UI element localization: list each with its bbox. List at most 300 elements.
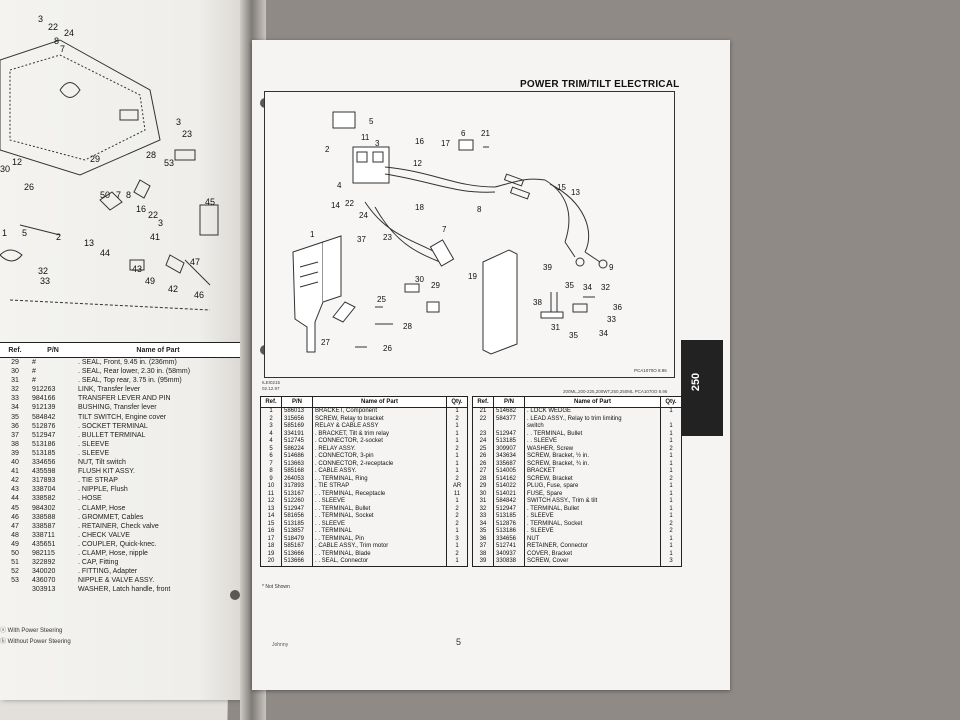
table-cell: 4: [261, 431, 282, 439]
table-row: [261, 513, 468, 521]
table-cell: 513857: [282, 528, 313, 536]
svg-text:17: 17: [441, 139, 450, 148]
table-row: [473, 536, 682, 544]
svg-text:16: 16: [136, 204, 147, 214]
table-cell: 15: [261, 521, 282, 529]
table-row: [473, 438, 682, 446]
table-cell: 1: [261, 408, 282, 416]
table-cell: . CONNECTOR, 2-socket: [313, 438, 447, 446]
table-cell: 2: [447, 506, 468, 514]
table-cell: 512947: [494, 431, 525, 439]
table-row: [0, 376, 240, 385]
table-row: [473, 483, 682, 491]
svg-text:44: 44: [100, 248, 111, 258]
table-cell: . RETAINER, Check valve: [78, 522, 159, 530]
table-cell: 40: [11, 459, 19, 467]
table-cell: WASHER, Screw: [525, 446, 661, 454]
table-cell: 518479: [282, 536, 313, 544]
table-cell: TILT SWITCH, Engine cover: [78, 413, 167, 421]
table-row: [0, 358, 240, 368]
table-cell: [473, 423, 494, 431]
svg-text:42: 42: [168, 284, 179, 294]
table-row: [261, 483, 468, 491]
table-cell: 44: [11, 495, 19, 503]
table-cell: BRACKET, Component: [313, 408, 447, 416]
table-cell: 512947: [32, 431, 56, 439]
table-cell: 25: [473, 446, 494, 454]
svg-text:4: 4: [337, 181, 342, 190]
col-qty: Qty.: [447, 397, 468, 408]
table-cell: . SEAL, Front, 9.45 in. (236mm): [78, 359, 177, 366]
table-cell: . CONNECTOR, 2-receptacle: [313, 461, 447, 469]
table-cell: 38: [473, 551, 494, 559]
table-row: [261, 551, 468, 559]
table-cell: 1: [661, 506, 682, 514]
col-pn: P/N: [282, 397, 313, 408]
table-cell: 586224: [282, 446, 313, 454]
svg-text:3: 3: [38, 14, 44, 24]
table-cell: LINK, Transfer lever: [78, 386, 141, 394]
col-qty: Qty.: [661, 397, 682, 408]
table-cell: . TIE STRAP: [313, 483, 447, 491]
svg-text:15: 15: [557, 183, 566, 192]
svg-text:26: 26: [24, 182, 35, 192]
table-cell: 3: [661, 558, 682, 566]
table-cell: 584377: [494, 416, 525, 424]
svg-text:7: 7: [442, 225, 447, 234]
left-col-pn: P/N: [30, 343, 76, 358]
svg-text:3: 3: [375, 139, 380, 148]
svg-text:19: 19: [468, 272, 477, 281]
table-row: [473, 513, 682, 521]
table-cell: 31: [11, 377, 19, 385]
left-page: [0, 0, 248, 700]
not-shown-note: * Not Shown: [262, 584, 290, 590]
table-cell: . . TERMINAL, Ring: [313, 476, 447, 484]
table-cell: 2: [661, 521, 682, 529]
table-cell: 435651: [32, 540, 56, 548]
table-cell: 303913: [32, 586, 56, 594]
svg-text:23: 23: [383, 233, 392, 242]
table-cell: 1: [447, 438, 468, 446]
table-cell: 338588: [32, 513, 56, 521]
table-cell: 513666: [282, 551, 313, 559]
table-cell: 1: [661, 468, 682, 476]
table-row: [261, 528, 468, 536]
svg-text:32: 32: [38, 266, 49, 276]
table-cell: SCREW, Bracket, ½ in.: [525, 453, 661, 461]
table-cell: . . TERMINAL, Bullet: [313, 506, 447, 514]
svg-text:18: 18: [415, 203, 424, 212]
table-cell: 1: [661, 536, 682, 544]
table-cell: RELAY & CABLE ASSY: [313, 423, 447, 431]
table-cell: 26: [473, 461, 494, 469]
table-cell: TRANSFER LEVER AND PIN: [78, 395, 171, 403]
table-cell: . SEAL, Top rear, 3.75 in. (95mm): [78, 377, 182, 385]
table-cell: 436070: [32, 577, 56, 585]
table-cell: . RELAY ASSY.: [313, 446, 447, 454]
legend-with-power-steering: ⓐ With Power Steering: [0, 628, 63, 634]
table-cell: . CLAMP, Hose, nipple: [78, 549, 148, 557]
footer-brand: Johnny: [272, 642, 289, 648]
table-cell: 264053: [282, 476, 313, 484]
table-cell: 45: [11, 504, 19, 512]
table-cell: 11: [261, 491, 282, 499]
table-cell: 23: [473, 431, 494, 439]
table-cell: 4: [261, 438, 282, 446]
svg-text:30: 30: [415, 275, 424, 284]
svg-text:29: 29: [90, 154, 101, 164]
svg-text:26: 26: [383, 344, 392, 353]
table-cell: 512876: [32, 422, 56, 430]
table-cell: 338587: [32, 522, 56, 530]
svg-text:35: 35: [569, 331, 578, 340]
svg-text:53: 53: [164, 158, 175, 168]
table-cell: 1: [661, 491, 682, 499]
table-row: [261, 431, 468, 439]
table-row: [473, 521, 682, 529]
table-cell: . HOSE: [78, 495, 102, 503]
table-row: [0, 367, 240, 376]
table-row: [261, 468, 468, 476]
table-cell: 2: [447, 513, 468, 521]
table-cell: . SEAL, Rear lower, 2.30 in. (58mm): [78, 368, 191, 376]
table-cell: . TIE STRAP: [78, 477, 118, 485]
col-ref: Ref.: [261, 397, 282, 408]
table-cell: 334656: [32, 459, 56, 467]
svg-text:43: 43: [132, 264, 143, 274]
table-row: [0, 458, 240, 467]
table-cell: . SLEEVE: [525, 528, 661, 536]
table-row: [261, 476, 468, 484]
table-cell: 322892: [32, 559, 56, 567]
svg-text:35: 35: [565, 281, 574, 290]
svg-text:22: 22: [345, 199, 354, 208]
parts-table-left-body: [261, 408, 468, 567]
table-cell: #: [32, 359, 36, 366]
page-title: POWER TRIM/TILT ELECTRICAL: [520, 79, 680, 90]
table-row: [473, 461, 682, 469]
table-cell: SCREW, Cover: [525, 558, 661, 566]
table-cell: 514021: [494, 491, 525, 499]
table-cell: 1: [447, 498, 468, 506]
table-cell: 2: [661, 528, 682, 536]
table-cell: 984166: [32, 395, 56, 403]
table-row: [0, 585, 240, 594]
table-row: [0, 449, 240, 458]
table-cell: 16: [261, 528, 282, 536]
svg-text:25: 25: [377, 295, 386, 304]
table-cell: 338711: [32, 531, 55, 539]
binder-hole: [230, 590, 240, 600]
svg-text:36: 36: [613, 303, 622, 312]
table-row: [0, 494, 240, 503]
table-cell: 29: [11, 359, 19, 366]
left-parts-body: [0, 358, 240, 595]
table-cell: 315656: [282, 416, 313, 424]
col-name: Name of Part: [313, 397, 447, 408]
svg-text:39: 39: [543, 263, 552, 272]
svg-text:7: 7: [60, 44, 66, 54]
table-cell: 5: [261, 446, 282, 454]
table-cell: 37: [11, 431, 19, 439]
table-cell: . FITTING, Adapter: [78, 568, 138, 576]
table-cell: 33: [11, 395, 19, 403]
table-row: [0, 576, 240, 585]
table-row: [473, 446, 682, 454]
table-cell: 513186: [494, 528, 525, 536]
table-cell: #: [32, 368, 36, 376]
table-row: [0, 476, 240, 485]
table-cell: 512947: [494, 506, 525, 514]
table-cell: 585169: [282, 423, 313, 431]
table-cell: 32: [11, 386, 19, 394]
svg-text:6: 6: [461, 129, 466, 138]
table-cell: SCREW, Relay to bracket: [313, 416, 447, 424]
table-cell: 24: [473, 438, 494, 446]
svg-text:22: 22: [148, 210, 159, 220]
table-cell: . . SEAL, Connector: [313, 558, 447, 566]
table-cell: RETAINER, Connector: [525, 543, 661, 551]
svg-text:12: 12: [413, 159, 422, 168]
table-cell: 338704: [32, 486, 56, 494]
left-col-name: Name of Part: [76, 343, 240, 358]
table-cell: . TERMINAL, Bullet: [525, 506, 661, 514]
table-row: [473, 476, 682, 484]
table-row: [261, 446, 468, 454]
table-cell: 334191: [282, 431, 313, 439]
table-row: [261, 408, 468, 416]
table-cell: 28: [473, 476, 494, 484]
table-cell: 3: [261, 423, 282, 431]
parts-table-right: [472, 396, 682, 567]
svg-text:41: 41: [150, 232, 161, 242]
table-cell: 32: [473, 506, 494, 514]
table-cell: 982115: [32, 549, 55, 557]
table-cell: 46: [11, 513, 19, 521]
table-cell: 6: [261, 453, 282, 461]
table-cell: NIPPLE & VALVE ASSY.: [78, 577, 155, 585]
table-row: [0, 394, 240, 403]
table-cell: . CLAMP, Hose: [78, 504, 126, 512]
table-row: [261, 543, 468, 551]
table-cell: 26: [473, 453, 494, 461]
table-row: [0, 440, 240, 449]
left-exploded-diagram: [0, 0, 240, 320]
svg-text:50: 50: [100, 190, 111, 200]
svg-text:2: 2: [325, 145, 330, 154]
table-cell: 2: [447, 551, 468, 559]
legend-text-1: With Power Steering: [7, 628, 63, 634]
table-cell: 1: [447, 453, 468, 461]
table-cell: FLUSH KIT ASSY.: [78, 468, 135, 476]
table-cell: . SOCKET TERMINAL: [78, 422, 148, 430]
table-row: [261, 521, 468, 529]
svg-text:22: 22: [48, 22, 59, 32]
table-cell: 1: [447, 423, 468, 431]
table-cell: 34: [11, 404, 19, 412]
table-cell: 48: [11, 531, 19, 539]
table-cell: 1: [447, 468, 468, 476]
table-cell: 309907: [494, 446, 525, 454]
table-cell: 36: [11, 422, 19, 430]
table-cell: . SLEEVE: [78, 449, 110, 457]
table-cell: . CAP, Fitting: [78, 559, 119, 567]
table-cell: #: [32, 377, 36, 385]
table-cell: 1: [661, 543, 682, 551]
table-cell: 13: [261, 506, 282, 514]
svg-text:21: 21: [481, 129, 490, 138]
table-cell: 343634: [494, 453, 525, 461]
table-cell: 912263: [32, 386, 56, 394]
table-row: [261, 558, 468, 566]
table-row: [0, 522, 240, 531]
svg-text:46: 46: [194, 290, 205, 300]
table-cell: 2: [661, 446, 682, 454]
table-cell: 1: [661, 408, 682, 416]
table-cell: 1: [661, 551, 682, 559]
table-cell: . CHECK VALVE: [78, 531, 130, 539]
table-cell: 1: [661, 461, 682, 469]
table-cell: 512876: [494, 521, 525, 529]
table-cell: 340937: [494, 551, 525, 559]
table-cell: . GROMMET, Cables: [78, 513, 144, 521]
table-cell: 12: [261, 498, 282, 506]
table-cell: SWITCH ASSY., Trim & tilt: [525, 498, 661, 506]
table-row: [0, 485, 240, 494]
table-cell: 27: [473, 468, 494, 476]
table-cell: 514686: [282, 453, 313, 461]
table-cell: . BRACKET, Tilt & trim relay: [313, 431, 447, 439]
table-cell: . TERMINAL, Socket: [525, 521, 661, 529]
table-cell: 984302: [32, 504, 56, 512]
table-row: [261, 498, 468, 506]
table-cell: 14: [261, 513, 282, 521]
table-row: [0, 540, 240, 549]
table-cell: . BULLET TERMINAL: [78, 431, 146, 439]
svg-text:13: 13: [571, 188, 580, 197]
svg-text:28: 28: [403, 322, 412, 331]
table-cell: 1: [661, 483, 682, 491]
table-row: [473, 491, 682, 499]
table-cell: 17: [261, 536, 282, 544]
table-row: [473, 416, 682, 424]
table-row: [473, 558, 682, 566]
table-row: [0, 513, 240, 522]
table-cell: COVER, Bracket: [525, 551, 661, 559]
table-cell: 912139: [32, 404, 56, 412]
table-cell: 21: [473, 408, 494, 416]
table-cell: [0, 585, 30, 594]
table-cell: 586013: [282, 408, 313, 416]
table-row: [0, 504, 240, 513]
table-cell: SCREW, Bracket, ¾ in.: [525, 461, 661, 469]
col-ref: Ref.: [473, 397, 494, 408]
figure-code: PCA1070O 8.96: [634, 368, 667, 373]
table-cell: . NIPPLE, Flush: [78, 486, 128, 494]
table-cell: 2: [447, 521, 468, 529]
table-cell: 581656: [282, 513, 313, 521]
parts-table-right-body: [473, 408, 682, 567]
svg-text:2: 2: [56, 232, 62, 242]
table-cell: 2: [447, 476, 468, 484]
table-cell: 9: [261, 476, 282, 484]
table-row: [473, 551, 682, 559]
diagram-drawing: [265, 92, 674, 377]
table-row: [0, 558, 240, 567]
left-parts-table: [0, 342, 240, 594]
table-cell: 49: [11, 540, 19, 548]
section-tab: [681, 340, 723, 436]
table-cell: 42: [11, 477, 19, 485]
table-cell: . . TERMINAL, Receptacle: [313, 491, 447, 499]
svg-text:13: 13: [84, 238, 95, 248]
table-cell: 1: [447, 558, 468, 566]
table-row: [0, 431, 240, 440]
table-cell: . . TERMINAL, Socket: [313, 513, 447, 521]
table-row: [0, 413, 240, 422]
table-cell: 513167: [282, 491, 313, 499]
table-cell: 36: [473, 536, 494, 544]
table-cell: 513185: [494, 513, 525, 521]
table-row: [261, 423, 468, 431]
table-cell: 513185: [282, 521, 313, 529]
table-cell: 29: [473, 483, 494, 491]
table-cell: WASHER, Latch handle, front: [78, 586, 171, 594]
table-row: [473, 431, 682, 439]
table-cell: 22: [473, 416, 494, 424]
svg-text:30: 30: [0, 164, 11, 174]
table-row: [261, 491, 468, 499]
table-cell: 10: [261, 483, 282, 491]
table-cell: . LEAD ASSY., Relay to trim limiting: [525, 416, 661, 424]
table-cell: 2: [447, 416, 468, 424]
table-row: [0, 467, 240, 476]
table-row: [473, 453, 682, 461]
table-cell: 1: [661, 438, 682, 446]
table-cell: 338582: [32, 495, 56, 503]
table-cell: [661, 416, 682, 424]
table-cell: . . TERMINAL: [313, 528, 447, 536]
table-cell: . CONNECTOR, 3-pin: [313, 453, 447, 461]
svg-text:8: 8: [54, 36, 60, 46]
table-row: [473, 408, 682, 416]
table-cell: 53: [11, 577, 19, 585]
svg-text:3: 3: [176, 117, 182, 127]
table-cell: 513186: [32, 440, 56, 448]
table-cell: 1: [661, 431, 682, 439]
svg-text:33: 33: [40, 276, 51, 286]
svg-text:1: 1: [310, 230, 315, 239]
table-row: [261, 453, 468, 461]
svg-text:49: 49: [145, 276, 156, 286]
table-cell: 513185: [494, 438, 525, 446]
svg-text:11: 11: [361, 133, 370, 142]
svg-text:16: 16: [415, 137, 424, 146]
table-cell: 1: [661, 498, 682, 506]
svg-text:33: 33: [607, 315, 616, 324]
legend-without-power-steering: ⓑ Without Power Steering: [0, 639, 71, 645]
exploded-parts-diagram: [264, 91, 675, 378]
table-cell: 514005: [494, 468, 525, 476]
table-row: [0, 385, 240, 394]
table-cell: 1: [661, 453, 682, 461]
table-cell: 340020: [32, 568, 56, 576]
table-cell: 19: [261, 551, 282, 559]
table-cell: . . SLEEVE: [525, 438, 661, 446]
table-row: [473, 423, 682, 431]
table-cell: 35: [473, 528, 494, 536]
